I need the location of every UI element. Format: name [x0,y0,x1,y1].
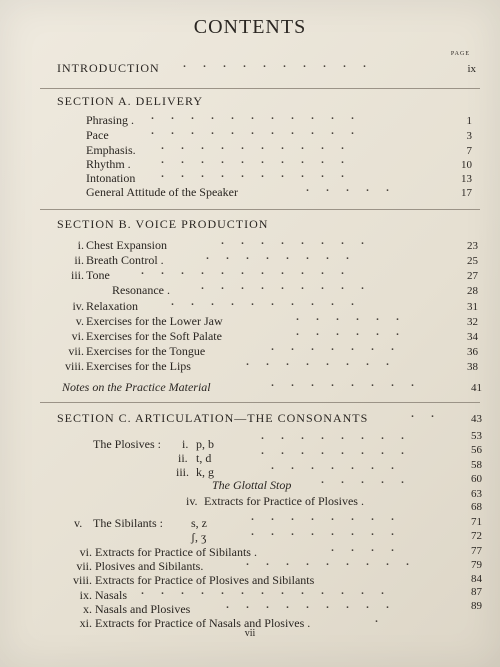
section-b-page: 34 [467,331,478,343]
leader-dots: · · · · · · · · · [200,281,365,297]
leader-dots: · [374,614,379,630]
section-c-num: viii. [72,573,92,587]
sibilants-num: v. [74,516,83,530]
section-a-page: 3 [466,130,472,142]
section-c-item: Extracts for Practice of Nasals and Plosives . [95,616,311,630]
leader-dots: · · [410,409,435,425]
section-b-page: 28 [467,285,478,297]
plosive-extra-page: 68 [471,501,482,513]
section-c-heading: SECTION C. ARTICULATION—THE CONSONANTS [57,411,369,425]
section-b-num: ii. [74,253,84,267]
leader-dots: · · · · · · · · [270,378,415,394]
leader-dots: · · · · · · [295,327,400,343]
leader-dots: · · · · · [305,183,390,199]
sibilants-label: The Sibilants : [93,516,163,530]
section-b-num: iv. [72,299,84,313]
sibilants-sub: s, z [191,516,207,530]
section-c-item: Plosives and Sibilants. [95,559,204,573]
plosive-item: k, g [196,465,214,479]
section-c-page: 84 [471,573,482,585]
section-b-heading: SECTION B. VOICE PRODUCTION [57,217,269,231]
section-b-num: v. [75,314,84,328]
section-b-item: Chest Expansion [86,238,167,252]
plosive-page: 56 [471,444,482,456]
sibilants-page: 71 [471,516,482,528]
sibilants-sub: ʃ, ʒ [191,530,207,544]
section-b-page: 36 [467,346,478,358]
plosive-page: 53 [471,430,482,442]
section-b-page: 27 [467,270,478,282]
section-b-page: 38 [467,361,478,373]
section-b-item: Exercises for the Tongue [86,344,206,358]
section-a-item: Pace [86,128,109,142]
leader-dots: · · · · · · · [270,342,395,358]
section-b-item: Exercises for the Soft Palate [86,329,222,343]
section-c-num: xi. [79,616,92,630]
section-a-item: Rhythm . [86,157,131,171]
leader-dots: · · · · · · [295,312,400,328]
section-a-page: 1 [466,115,472,127]
section-b-item: Breath Control . [86,253,164,267]
section-c-page: 79 [471,559,482,571]
section-b-page: 25 [467,255,478,267]
glottal-stop-page: 60 [471,473,482,485]
plosives-label: The Plosives : [93,437,161,451]
leader-dots: · · · · · [320,475,405,491]
plosive-num: iv. [186,494,198,508]
section-c-num: x. [83,602,92,616]
section-c-num: vi. [79,545,92,559]
section-c-item: Extracts for Practice of Plosives and Sibilants [95,573,315,587]
leader-dots: · · · · · · · · · · · [140,266,345,282]
divider [40,402,480,403]
section-c-item: Nasals [95,588,127,602]
section-a-heading: SECTION A. DELIVERY [57,94,203,108]
section-b-num: vi. [71,329,84,343]
section-a-page: 10 [461,159,472,171]
section-c-page: 43 [471,413,482,425]
leader-dots: · · · · · · · · · · · · · [140,586,385,602]
leader-dots: · · · · · · · · · [225,600,390,616]
section-b-num: vii. [68,344,84,358]
leader-dots: · · · · · · · · [250,527,395,543]
leader-dots: · · · · · · · · [250,512,395,528]
sibilants-page: 72 [471,530,482,542]
leader-dots: · · · · · · · · · · [160,141,345,157]
section-a-page: 7 [466,145,472,157]
leader-dots: · · · · [330,543,395,559]
leader-dots: · · · · · · · · [245,357,390,373]
leader-dots: · · · · · · · · · · · [150,111,355,127]
page-column-label: PAGE [450,51,470,57]
section-c-page: 89 [471,600,482,612]
plosive-item: p, b [196,437,214,451]
section-c-num: ix. [79,588,92,602]
section-b-num: i. [77,238,84,252]
plosive-num: i. [182,437,189,451]
intro-page: ix [467,63,476,75]
section-a-page: 13 [461,173,472,185]
section-c-page: 87 [471,586,482,598]
plosive-num: iii. [176,465,190,479]
leader-dots: · · · · · · · · · · [182,59,367,75]
notes-label: Notes on the Practice Material [62,380,211,394]
section-b-item: Relaxation [86,299,138,313]
leader-dots: · · · · · · · · [260,431,405,447]
section-a-item: Intonation [86,171,136,185]
intro-label: INTRODUCTION [57,61,160,75]
leader-dots: · · · · · · · · [205,251,350,267]
leader-dots: · · · · · · · · [220,236,365,252]
section-b-item: Tone [86,268,110,282]
plosive-item: t, d [196,451,212,465]
notes-page: 41 [471,382,482,394]
leader-dots: · · · · · · · · · · [160,169,345,185]
divider [40,209,480,210]
section-a-page: 17 [461,187,472,199]
section-b-item: Resonance . [112,283,170,297]
section-b-num: iii. [70,268,84,282]
leader-dots: · · · · · · · [270,461,395,477]
section-b-page: 23 [467,240,478,252]
leader-dots: · · · · · · · · [260,446,405,462]
glottal-stop-label: The Glottal Stop [212,478,292,492]
leader-dots: · · · · · · · · · · [160,155,345,171]
plosive-extracts-page: 63 [471,488,482,500]
section-a-item: Phrasing . [86,113,134,127]
page-title: CONTENTS [193,16,307,38]
section-c-num: vii. [76,559,92,573]
section-b-page: 31 [467,301,478,313]
leader-dots: · · · · · · · · · · · [150,126,355,142]
leader-dots: · · · · · · · · · [245,557,410,573]
section-a-item: Emphasis. [86,143,136,157]
plosive-page: 58 [471,459,482,471]
section-c-page: 77 [471,545,482,557]
section-b-item: Exercises for the Lips [86,359,191,373]
leader-dots: · · · · · · · · · · [170,297,355,313]
section-b-num: viii. [64,359,84,373]
plosive-num: ii. [178,451,188,465]
page-number: vii [244,628,256,639]
section-b-item: Exercises for the Lower Jaw [86,314,223,328]
section-b-page: 32 [467,316,478,328]
section-a-item: General Attitude of the Speaker [86,185,238,199]
section-c-item: Extracts for Practice of Sibilants . [95,545,257,559]
section-c-item: Nasals and Plosives [95,602,191,616]
divider [40,88,480,89]
plosive-extracts-label: Extracts for Practice of Plosives . [204,494,364,508]
